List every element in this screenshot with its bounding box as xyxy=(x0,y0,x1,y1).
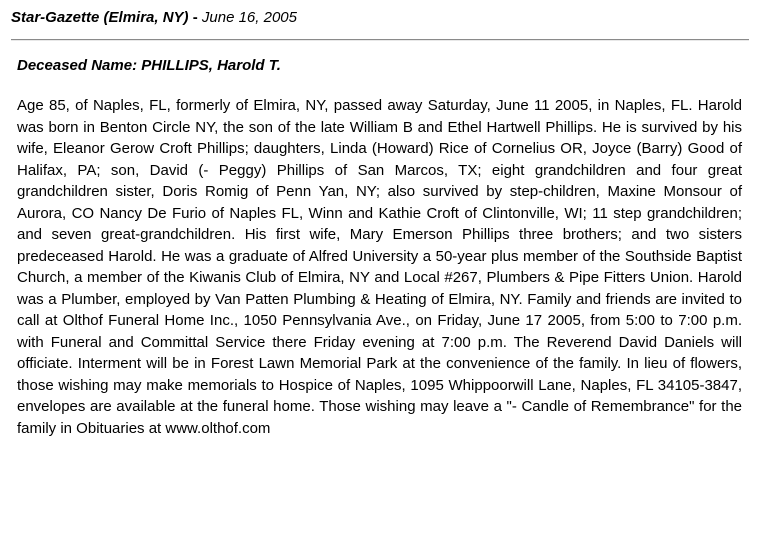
deceased-name: Deceased Name: PHILLIPS, Harold T. xyxy=(17,57,281,74)
publication-header xyxy=(11,8,297,28)
obituary-text: Age 85, of Naples, FL, formerly of Elmira, NY, passed away Saturday, June 11 2005, in Naples, FL. Harold was born in Benton Circle NY, the son of the late William B and Ethel Hartwell Phillips. He is survived by his wife, Eleanor Gerow Croft Phillips; daughters, Linda (Howard) Rice of Cornelius OR, Joyce (Barry) Good of Halifax, PA; son, David (- Peggy) Phillips of San Marcos, TX; eight grandchildren and four great grandchildren sister, Doris Romig of Penn Yan, NY; also survived by step-children, Maxine Monsour of Aurora, CO Nancy De Furio of Naples FL, Winn and Kathie Croft of Clintonville, WI; 11 step grandchildren; and seven great-grandchildren. His first wife, Mary Emerson Phillips three brothers; and two sisters predeceased Harold. He was a graduate of Alfred University a 50-year plus member of the Southside Baptist Church, a member of the Kiwanis Club of Elmira, NY and Local #267, Plumbers & Pipe Fitters Union. Harold was a Plumber, employed by Van Patten Plumbing & Heating of Elmira, NY. Family and friends are invited to call at Olthof Funeral Home Inc., 1050 Pennsylvania Ave., on Friday, June 17 2005, from 5:00 to 7:00 p.m. with Funeral and Committal Service there Friday evening at 7:00 p.m. The Reverend David Daniels will officiate. Interment will be in Forest Lawn Memorial Park at the convenience of the family. In lieu of flowers, those wishing may make memorials to Hospice of Naples, 1095 Whippoorwill Lane, Naples, FL 34105-3847, envelopes are available at the funeral home. Those wishing may leave a "- Candle of Remembrance" for the family in Obituaries at www.olthof.com xyxy=(17,97,742,437)
newspaper-name: Star-Gazette (Elmira, NY) xyxy=(11,9,189,26)
header-separator: - xyxy=(188,9,202,26)
publication-date: June 16, 2005 xyxy=(201,9,297,26)
header-divider xyxy=(11,39,749,41)
